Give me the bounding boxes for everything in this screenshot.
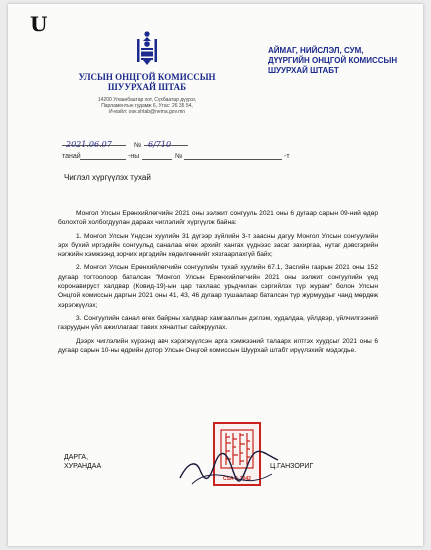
body-paragraph: Дээрх чиглэлийн хүрээнд авч хэрэгжүүлсэн арга хэмжээний талаарх илтгэх хуудсыг 2021 оны 6 дугаар сарын 10-ны өдрийн дотор Улсын Онцгой комиссын Шуурхай штабт ирүүлэхийг мэдэгдье. [58,337,378,354]
date-value: 2021.06.07 [66,140,112,149]
handwritten-signature-icon [174,444,284,494]
letter-body [58,209,378,359]
recipient-line-2: ДҮҮРГИЙН ОНЦГОЙ КОМИССЫН [268,56,398,65]
tanai-label: танай [62,153,81,160]
address-line: Парламентын гудамж 6, Утас: 26 35 54, [101,103,193,110]
number-label: № [134,142,142,149]
signatory-name: Ц.ГАНЗОРИГ [270,463,314,470]
address-line: И-мэйл: ooк.shtab@nema.gov.mn [108,109,186,116]
number-value: 6/710 [148,140,172,149]
stamp-code: CSA & 2042 [223,476,251,482]
tanai-end: -т [284,153,290,160]
signatory-title [64,453,101,471]
corner-mark: U [30,12,48,36]
recipient-block [268,46,398,76]
recipient-line-1: АЙМАГ, НИЙСЛЭЛ, СУМ, [268,46,364,55]
subject-line: Чиглэл хүргүүлэх тухай [64,173,151,182]
title-line-2: ХУРАНДАА [64,463,102,470]
title-line-1: ДАРГА, [64,454,89,461]
document-page [8,4,423,546]
reference-fields [62,142,292,164]
date-number-row [62,142,292,153]
tanai-dash: -ны [128,153,140,160]
letterhead-address [76,97,218,116]
recipient-line-3: ШУУРХАЙ ШТАБТ [268,66,339,75]
body-paragraph: 2. Монгол Улсын Ерөнхийлөгчийн сонгуулийн тухай хуулийн 67.1, Засгийн газрын 2021 оны 152 дугаар тогтоолоор баталсан "Монгол Улсын Ерөнхийлөгчийн 2021 оны ээлжит сонгуулийн үед коронавируст халдвар (Ковид-19)-ын цар тахлаас урьдчилан сэргийлэх түр журам" болон Улсын Онцгой комиссын даргын 2021 оны 41, 43, 46 дугаар тушаалаар баталсан түр журмуудыг чанд мөрдөж хэрэгжүүлэх; [58,264,378,309]
org-line-2: ШУУРХАЙ ШТАБ [107,82,187,92]
org-line-1: УЛСЫН ОНЦГОЙ КОМИССЫН [78,72,216,82]
letterhead-org [70,72,224,92]
soyombo-emblem-icon [132,30,162,66]
tanai-no: № [175,153,183,160]
tanai-row [62,153,292,164]
body-paragraph: 1. Монгол Улсын Үндсэн хуулийн 31 дүгээр зүйлийн 3-т заасны дагуу Монгол Улсын сонгуулийн эрх бүхий иргэдийн сонгуульд саналаа өгөх эрхийг хангах үүднээс засаг захиргаа, нутаг дэвсгэрийн нэгжийн хэмжээнд зорчих иргэдийн хөдөлгөөнийг хязгаарлахгүй байх; [58,232,378,259]
body-paragraph: Монгол Улсын Ерөнхийлөгчийн 2021 оны ээлжит сонгууль 2021 оны 6 дугаар сарын 09-ний өдөр болохтой холбогдуулан дараах чиглэлийг хүргүүлж байна: [58,210,378,227]
address-line: 14200 Улаанбаатар хот, Сүхбаатар дүүрэг, [97,97,197,103]
body-paragraph: 3. Сонгуулийн санал өгөх байрны халдвар хамгааллын дэглэм, худалдаа, үйлдвэр, үйлчилгээний газруудын үйл ажиллагааг тавих хяналтыг сайжруулах. [58,314,378,332]
